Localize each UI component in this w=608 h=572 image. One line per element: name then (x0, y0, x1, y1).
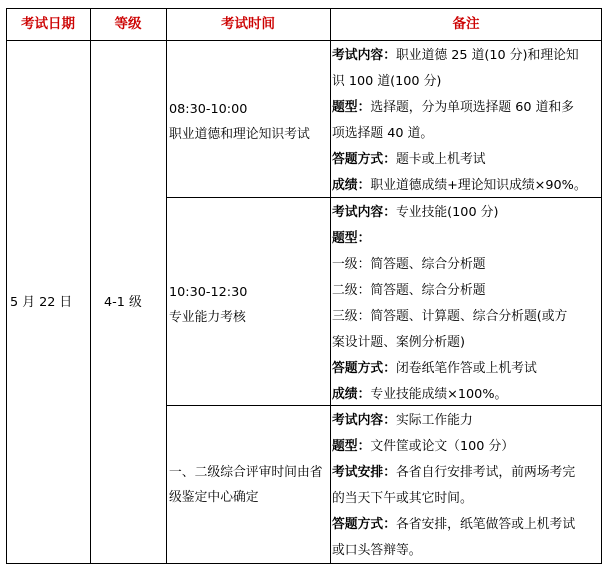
note-line: 或口头答辩等。 (332, 543, 422, 558)
note-line: 题型：文件筐或论文（100 分） (332, 439, 515, 454)
note-line: 考试内容：实际工作能力 (332, 413, 473, 428)
session-3-notes (332, 408, 600, 564)
note-line: 答题方式：题卡或上机考试 (332, 152, 486, 167)
note-line: 案设计题、案例分析题) (332, 335, 465, 350)
border-right (601, 8, 602, 564)
header-level: 等级 (114, 16, 142, 32)
time-line: 一、二级综合评审时间由省 (169, 465, 323, 480)
divider-col-3 (330, 8, 331, 564)
exam-date: 5 月 22 日 (10, 295, 73, 310)
header-exam-time: 考试时间 (221, 16, 275, 32)
session-1-time (169, 101, 310, 144)
note-line: 考试安排：各省自行安排考试，前两场考完 (332, 465, 576, 480)
note-line: 三级：简答题、计算题、综合分析题(或方 (332, 309, 568, 324)
session-3-time (169, 464, 323, 507)
header-remarks: 备注 (452, 16, 480, 32)
note-line: 题型：选择题，分为单项选择题 60 道和多 (332, 100, 574, 115)
session-1-notes (332, 43, 600, 199)
divider-col-1 (90, 8, 91, 564)
note-line: 成绩：职业道德成绩+理论知识成绩×90%。 (332, 178, 587, 193)
exam-level: 4-1 级 (104, 295, 142, 310)
note-line: 二级：简答题、综合分析题 (332, 283, 486, 298)
header-exam-date: 考试日期 (21, 16, 75, 32)
note-line: 考试内容：专业技能(100 分) (332, 205, 499, 220)
border-header (6, 40, 602, 41)
time-line: 10:30-12:30 (169, 285, 248, 300)
time-line: 专业能力考核 (169, 310, 246, 325)
note-line: 题型： (332, 231, 371, 246)
session-2-notes (332, 200, 600, 408)
time-line: 08:30-10:00 (169, 102, 248, 117)
note-line: 成绩：专业技能成绩×100%。 (332, 387, 508, 402)
time-line: 级鉴定中心确定 (169, 490, 259, 505)
border-left (6, 8, 7, 564)
time-line: 职业道德和理论知识考试 (169, 127, 310, 142)
note-line: 的当天下午或其它时间。 (332, 491, 473, 506)
note-line: 项选择题 40 道。 (332, 126, 434, 141)
exam-schedule-table (6, 8, 602, 564)
note-line: 一级：简答题、综合分析题 (332, 257, 486, 272)
border-top (6, 8, 602, 9)
divider-col-2 (166, 8, 167, 564)
note-line: 识 100 道(100 分) (332, 74, 442, 89)
level-cell (104, 294, 142, 312)
note-line: 答题方式：闭卷纸笔作答或上机考试 (332, 361, 537, 376)
note-line: 答题方式：各省安排，纸笔做答或上机考试 (332, 517, 576, 532)
note-line: 考试内容：职业道德 25 道(10 分)和理论知 (332, 48, 579, 63)
session-2-time (169, 284, 247, 327)
exam-date-cell (10, 294, 72, 312)
